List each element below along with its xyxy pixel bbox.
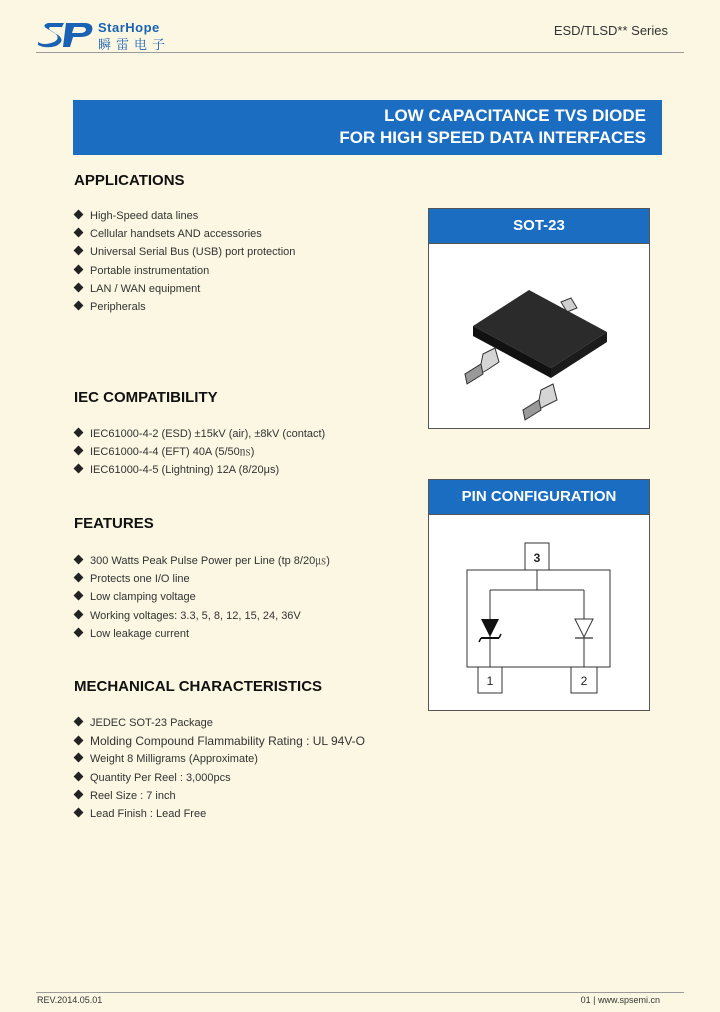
banner-line-2: FOR HIGH SPEED DATA INTERFACES [339, 128, 646, 147]
list-item: LAN / WAN equipment [74, 280, 295, 298]
pin-config-title: PIN CONFIGURATION [429, 480, 649, 515]
bullet-diamond-icon [74, 789, 84, 799]
mechanical-heading: MECHANICAL CHARACTERISTICS [74, 678, 323, 695]
list-item: Weight 8 Milligrams (Approximate) [74, 750, 365, 768]
pin-diagram [429, 515, 649, 711]
banner-line-1: LOW CAPACITANCE TVS DIODE [384, 106, 646, 125]
applications-list [74, 207, 295, 316]
list-item: Cellular handsets AND accessories [74, 225, 295, 243]
brand-name-cn: 瞬雷电子 [98, 37, 171, 52]
pin-2-label: 2 [580, 674, 588, 688]
bullet-diamond-icon [74, 555, 84, 565]
list-item: IEC61000-4-4 (EFT) 40A (5/50㎱) [74, 443, 325, 461]
package-box-title: SOT-23 [429, 209, 649, 244]
list-item: JEDEC SOT-23 Package [74, 714, 365, 732]
list-item: Peripherals [74, 298, 295, 316]
page-and-website: 01 | www.spsemi.cn [580, 995, 660, 1005]
bullet-diamond-icon [74, 246, 84, 256]
header-divider [36, 52, 684, 53]
package-box [428, 208, 650, 429]
list-item: Working voltages: 3.3, 5, 8, 12, 15, 24, 36V [74, 607, 330, 625]
bullet-diamond-icon [74, 228, 84, 238]
diode-1-icon [481, 619, 499, 637]
title-banner [73, 100, 662, 155]
bullet-diamond-icon [74, 300, 84, 310]
applications-heading: APPLICATIONS [74, 172, 185, 189]
pin-3-label: 3 [533, 551, 541, 565]
package-illustration [429, 244, 649, 429]
series-label: ESD/TLSD** Series [553, 23, 668, 38]
bullet-diamond-icon [74, 807, 84, 817]
bullet-diamond-icon [74, 591, 84, 601]
list-item: Low clamping voltage [74, 588, 330, 606]
pin-config-box [428, 479, 650, 711]
bullet-diamond-icon [74, 573, 84, 583]
list-item: Protects one I/O line [74, 570, 330, 588]
features-list [74, 552, 330, 643]
bullet-diamond-icon [74, 282, 84, 292]
bullet-diamond-icon [74, 464, 84, 474]
footer-divider [36, 992, 684, 993]
mechanical-list [74, 714, 365, 823]
bullet-diamond-icon [74, 446, 84, 456]
list-item: IEC61000-4-2 (ESD) ±15kV (air), ±8kV (contact) [74, 425, 325, 443]
brand-name-en: StarHope [98, 20, 160, 35]
list-item: Universal Serial Bus (USB) port protection [74, 243, 295, 261]
list-item: Molding Compound Flammability Rating : UL 94V-O [74, 732, 365, 750]
bullet-diamond-icon [74, 210, 84, 220]
sot23-package-icon [429, 244, 649, 429]
bullet-diamond-icon [74, 627, 84, 637]
bullet-diamond-icon [74, 753, 84, 763]
features-heading: FEATURES [74, 515, 154, 532]
bullet-diamond-icon [74, 428, 84, 438]
bullet-diamond-icon [74, 736, 84, 746]
company-logo [36, 18, 186, 50]
list-item: Quantity Per Reel : 3,000pcs [74, 769, 365, 787]
bullet-diamond-icon [74, 609, 84, 619]
bullet-diamond-icon [74, 717, 84, 727]
list-item: High-Speed data lines [74, 207, 295, 225]
pin-1-label: 1 [486, 674, 494, 688]
list-item: Portable instrumentation [74, 262, 295, 280]
list-item: IEC61000-4-5 (Lightning) 12A (8/20μs) [74, 461, 325, 479]
list-item: Low leakage current [74, 625, 330, 643]
list-item: 300 Watts Peak Pulse Power per Line (tp 8/20㎲) [74, 552, 330, 570]
revision-label: REV.2014.05.01 [37, 995, 103, 1005]
starhope-logo-icon [36, 18, 96, 48]
bullet-diamond-icon [74, 264, 84, 274]
bullet-diamond-icon [74, 771, 84, 781]
iec-heading: IEC COMPATIBILITY [74, 389, 218, 406]
diode-2-icon [575, 619, 593, 637]
list-item: Reel Size : 7 inch [74, 787, 365, 805]
pin-schematic-icon [429, 515, 649, 711]
iec-list [74, 425, 325, 480]
list-item: Lead Finish : Lead Free [74, 805, 365, 823]
